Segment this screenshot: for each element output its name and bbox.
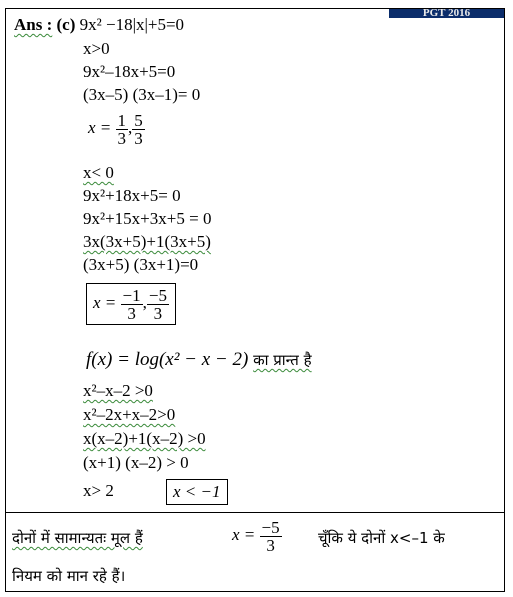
boxed-roots: x = $\frac{-1}{3}$ , $\frac{-5}{3}$ <box>86 283 176 325</box>
fraction: $\frac{-1}{3}$ <box>122 285 141 323</box>
domain-result1: x> 2 <box>83 481 114 500</box>
case1-line2: (3x–5) (3x–1)= 0 <box>83 85 201 104</box>
answer-line <box>14 15 184 35</box>
domain-result2: x < −1 <box>166 479 228 505</box>
conclusion-part2: चूँकि ये दोनों x<–1 के <box>318 529 445 547</box>
case1-line1: 9x²–18x+5=0 <box>83 62 176 81</box>
divider <box>6 512 504 513</box>
function-expression: f(x) = log(x² − x − 2) <box>86 349 249 370</box>
fraction: $\frac{-5}{3}$ <box>148 285 167 323</box>
case2-line3: 3x(3x+5)+1(3x+5) <box>83 232 211 251</box>
answer-option: (c) <box>56 15 76 34</box>
case2-line1: 9x²+18x+5= 0 <box>83 186 181 205</box>
fraction: $\frac{1}{3}$ <box>117 110 127 148</box>
domain-line4: (x+1) (x–2) > 0 <box>83 453 189 472</box>
domain-line1: x²–x–2 >0 <box>83 381 153 400</box>
conclusion-root: x = $\frac{-5}{3}$ <box>232 517 280 555</box>
conclusion-part3: नियम को मान रहे हैं। <box>12 567 126 585</box>
case2-condition: x< 0 <box>83 163 114 182</box>
case2-line2: 9x²+15x+3x+5 = 0 <box>83 209 212 228</box>
domain-statement <box>86 347 312 373</box>
case1-condition: x>0 <box>83 39 110 58</box>
case1-roots: x = $\frac{1}{3}$ , $\frac{5}{3}$ <box>88 110 143 148</box>
main-equation: 9x² −18|x|+5=0 <box>79 15 185 34</box>
domain-line3: x(x–2)+1(x–2) >0 <box>83 429 206 448</box>
domain-hindi: का प्रान्त है <box>253 351 312 369</box>
case2-roots <box>86 283 176 325</box>
answer-label: Ans : <box>14 15 53 34</box>
fraction: $\frac{-5}{3}$ <box>261 517 280 555</box>
domain-line2: x²–2x+x–2>0 <box>83 405 176 424</box>
fraction: $\frac{5}{3}$ <box>134 110 143 148</box>
header-banner: PGT 2016 <box>389 9 504 18</box>
case2-line4: (3x+5) (3x+1)=0 <box>83 255 199 274</box>
answer-box <box>5 8 505 592</box>
conclusion-part1: दोनों में सामान्यतः मूल हैं <box>12 529 143 547</box>
